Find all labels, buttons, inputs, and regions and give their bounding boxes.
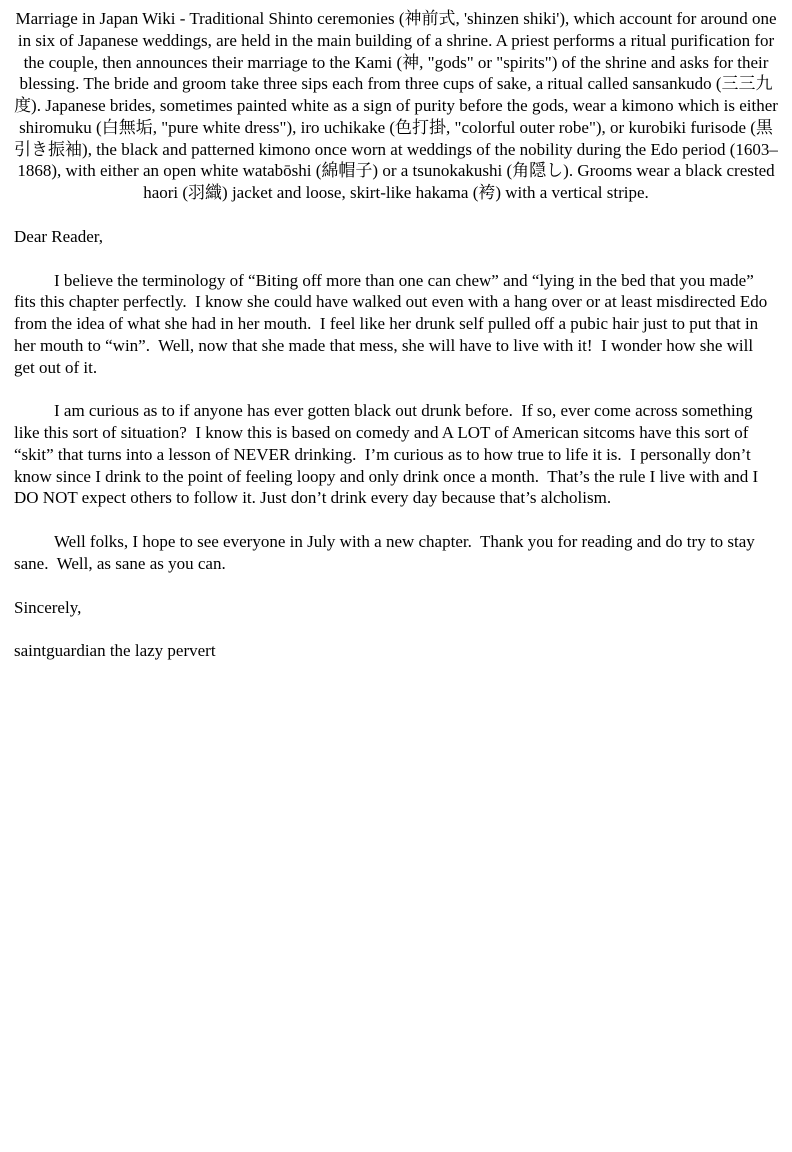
wiki-excerpt-paragraph: Marriage in Japan Wiki - Traditional Shinto ceremonies (神前式, 'shinzen shiki'), which account for around one in six of Japanese weddings, are held in the main building of a shrine. A priest performs a ritual purification for the couple, then announces their marriage to the Kami (神, "gods" or "spirits") of the shrine and asks for their blessing. The bride and groom take three sips each from three cups of sake, a ritual called sansankudo (三三九度). Japanese brides, sometimes painted white as a sign of purity before the gods, wear a kimono which is either shiromuku (白無垢, "pure white dress"), iro uchikake (色打掛, "colorful outer robe"), or kurobiki furisode (黒引き振袖), the black and patterned kimono once worn at weddings of the nobility during the Edo period (1603–1868), with either an open white watabōshi (綿帽子) or a tsunokakushi (角隠し). Grooms wear a black crested haori (羽織) jacket and loose, skirt-like hakama (袴) with a vertical stripe.: [14, 9, 783, 202]
salutation: Dear Reader,: [14, 226, 103, 246]
signature: saintguardian the lazy pervert: [14, 641, 216, 661]
letter-paragraph-2: I am curious as to if anyone has ever gotten black out drunk before. If so, ever come across something like this sort of situation? I know this is based on comedy and A LOT of American sitcoms have this sort of “skit” that turns into a lesson of NEVER drinking. I’m curious as to how true to life it is. I personally don’t know since I drink to the point of feeling loopy and only drink once a month. That’s the rule I live with and I DO NOT expect others to follow it. Just don’t drink every day because that’s alcholism.: [14, 401, 763, 508]
letter-paragraph-3: Well folks, I hope to see everyone in July with a new chapter. Thank you for reading and do try to stay sane. Well, as sane as you can.: [14, 532, 760, 573]
letter-paragraph-1: I believe the terminology of “Biting off more than one can chew” and “lying in the bed that you made” fits this chapter perfectly. I know she could have walked out even with a hang over or at least misdirected Edo from the idea of what she had in her mouth. I feel like her drunk self pulled off a pubic hair just to put that in her mouth to “win”. Well, now that she made that mess, she will have to live with it! I wonder how she will get out of it.: [14, 270, 772, 377]
closing: Sincerely,: [14, 597, 82, 617]
